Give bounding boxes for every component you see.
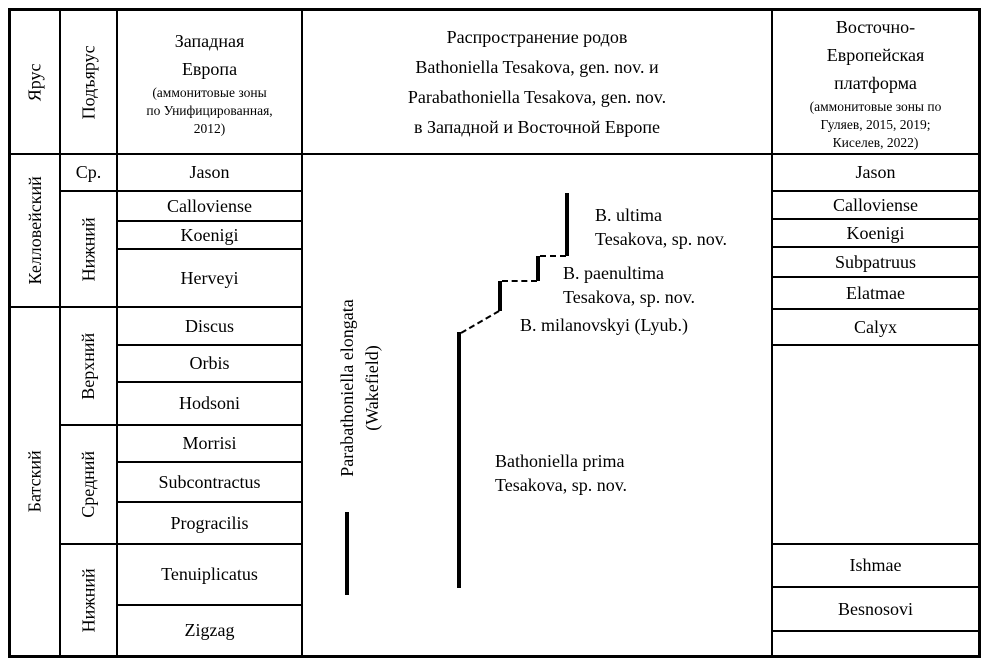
east-header-note-line: (аммонитовые зоны по xyxy=(809,99,942,114)
substage-label: Нижний xyxy=(78,217,99,281)
taxon-label-parabathoniella-elongata xyxy=(335,268,387,508)
east-column-header xyxy=(773,11,978,155)
substage-column-header xyxy=(61,11,116,155)
substage-cell-middle-callovian xyxy=(61,155,116,192)
range-header-line: Распространение родов xyxy=(446,27,628,47)
east-header-title-line: Европейская xyxy=(826,45,925,65)
zone-cell-west-calloviense: Calloviense xyxy=(118,192,301,222)
range-line-b-paenultima xyxy=(536,256,540,281)
dashed-connector-prima-milanovskyi xyxy=(461,310,500,334)
zone-cell-east-koenigi: Koenigi xyxy=(773,220,978,248)
zone-cell-west-morrisi: Morrisi xyxy=(118,426,301,463)
zone-cell-east-calyx: Calyx xyxy=(773,310,978,346)
table-frame xyxy=(8,8,981,658)
taxon-label-b-milanovskyi xyxy=(520,313,688,337)
zone-cell-west-jason: Jason xyxy=(118,155,301,192)
zone-cell-east-empty-bottom xyxy=(773,632,978,655)
taxon-label-line: Tesakova, sp. nov. xyxy=(563,287,696,307)
west-header-title-line: Западная xyxy=(174,31,245,51)
taxon-label-b-paenultima xyxy=(563,261,695,309)
zone-cell-west-hodsoni: Hodsoni xyxy=(118,383,301,426)
stage-column xyxy=(11,11,61,655)
stage-column-header xyxy=(11,11,59,155)
range-chart-body xyxy=(303,155,771,655)
taxon-label-line: B. ultima xyxy=(595,205,662,225)
east-header-note-line: Киселев, 2022) xyxy=(832,135,919,150)
substage-label: Нижний xyxy=(78,568,99,632)
dashed-connector-paenultima-milanovskyi xyxy=(502,280,537,282)
substage-cell-lower-callovian xyxy=(61,192,116,308)
taxon-label-line: B. paenultima xyxy=(563,263,664,283)
zone-cell-east-calloviense: Calloviense xyxy=(773,192,978,220)
zone-cell-east-besnosovi: Besnosovi xyxy=(773,588,978,632)
substage-label: Ср. xyxy=(75,162,102,183)
east-header-title-line: Восточно- xyxy=(835,17,916,37)
zone-cell-west-zigzag: Zigzag xyxy=(184,620,235,641)
taxon-label-line: Tesakova, sp. nov. xyxy=(495,475,628,495)
substage-cell-upper-bathonian xyxy=(61,308,116,426)
west-column-header xyxy=(118,11,301,155)
zone-cell-west-tenuiplicatus: Tenuiplicatus xyxy=(118,545,301,606)
zone-cell-west-discus: Discus xyxy=(118,308,301,346)
range-line-b-ultima xyxy=(565,193,569,256)
zone-cell-west-herveyi: Herveyi xyxy=(118,250,301,308)
taxon-label-bathoniella-prima xyxy=(495,449,627,497)
substage-label: Средний xyxy=(78,451,99,518)
stage-cell-bathonian xyxy=(11,308,59,655)
range-header-line: Parabathoniella Tesakova, gen. nov. xyxy=(407,87,667,107)
zone-cell-west-koenigi: Koenigi xyxy=(118,222,301,250)
west-zones-column xyxy=(118,11,303,655)
taxon-label-line: Bathoniella prima xyxy=(495,451,625,471)
range-line-b-milanovskyi xyxy=(498,281,502,311)
range-header-line: Bathoniella Tesakova, gen. nov. и xyxy=(415,57,659,77)
range-line-parabathoniella-elongata xyxy=(345,512,349,595)
substage-header-label: Подъярус xyxy=(78,45,99,119)
stage-cell-callovian xyxy=(11,155,59,308)
west-header-note-line: по Унифицированная, xyxy=(146,103,273,118)
range-line-bathoniella-prima xyxy=(457,332,461,588)
zone-cell-east-unzoned xyxy=(773,346,978,545)
taxon-label-b-ultima xyxy=(595,203,727,251)
taxon-label-line: Parabathoniella elongata xyxy=(337,299,357,477)
substage-cell-lower-bathonian xyxy=(61,545,116,655)
substage-label: Верхний xyxy=(78,332,99,400)
range-header-line: в Западной и Восточной Европе xyxy=(414,117,660,137)
west-header-note-line: (аммонитовые зоны xyxy=(152,85,267,100)
east-header-title-line: платформа xyxy=(834,73,917,93)
zone-cell-east-elatmae: Elatmae xyxy=(773,278,978,310)
west-header-title-line: Европа xyxy=(181,59,238,79)
range-chart-header xyxy=(303,11,771,155)
zone-cell-west-subcontractus: Subcontractus xyxy=(118,463,301,503)
substage-cell-middle-bathonian xyxy=(61,426,116,545)
zone-cell-west-progracilis: Progracilis xyxy=(118,503,301,545)
east-zones-column xyxy=(773,11,978,655)
zone-cell-east-subpatruus: Subpatruus xyxy=(773,248,978,278)
range-chart-column xyxy=(303,11,773,655)
west-header-note-line: 2012) xyxy=(193,121,226,136)
stage-header-label: Ярус xyxy=(24,63,45,101)
substage-column xyxy=(61,11,118,655)
taxon-label-line: Tesakova, sp. nov. xyxy=(595,229,728,249)
taxon-label-line: B. milanovskyi (Lyub.) xyxy=(520,315,688,335)
stage-label-callovian: Келловейский xyxy=(24,176,45,285)
stage-label-bathonian: Батский xyxy=(24,450,45,513)
taxon-label-line: (Wakefield) xyxy=(362,345,382,431)
dashed-connector-ultima-paenultima xyxy=(540,255,566,257)
zone-cell-west-orbis: Orbis xyxy=(118,346,301,383)
east-header-note-line: Гуляев, 2015, 2019; xyxy=(820,117,931,132)
zone-cell-east-jason: Jason xyxy=(773,155,978,192)
zone-cell-east-ishmae: Ishmae xyxy=(773,545,978,588)
